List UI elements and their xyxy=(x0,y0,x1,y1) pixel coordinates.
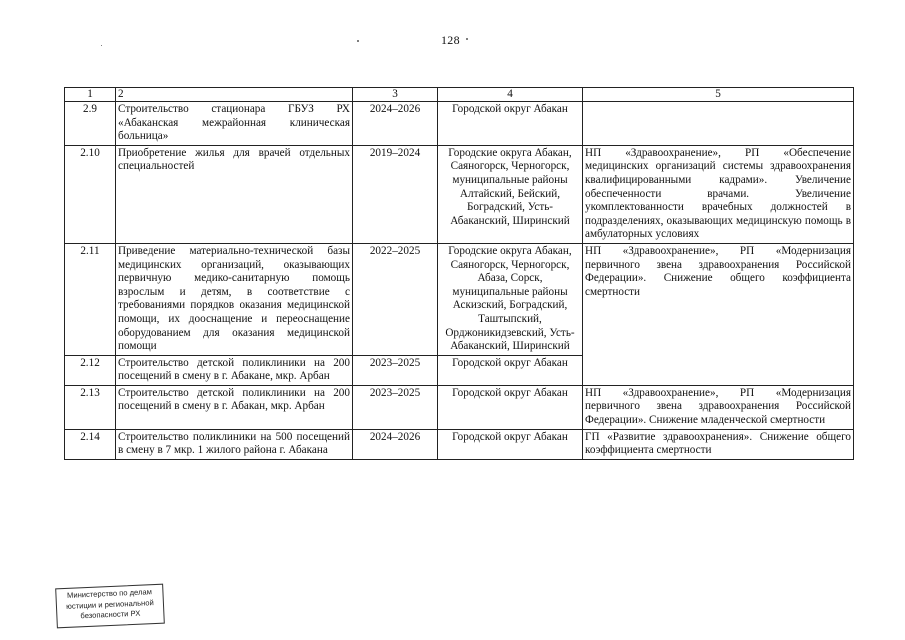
row-territory: Городские округа Абакан, Саяногорск, Черногорск, муниципальные районы Алтайский, Бейский, Боградский, Усть-Абаканский, Ширинский xyxy=(438,145,583,243)
row-territory: Городской округ Абакан xyxy=(438,355,583,385)
row-number: 2.13 xyxy=(65,385,116,429)
row-number: 2.9 xyxy=(65,102,116,146)
stamp-line: Министерство по делам xyxy=(66,587,153,600)
row-name: Строительство поликлиники на 500 посещений в смену в 7 мкр. 1 жилого района г. Абакана xyxy=(116,429,353,459)
row-notes: НП «Здравоохранение», РП «Обеспечение медицинских организаций системы здравоохранения квалифицированными кадрами». Увеличение обеспеченности врачами. Увеличение укомплектованности врачебных должностей в подразделениях, оказывающих медицинскую помощь в амбулаторных условиях xyxy=(583,145,854,243)
column-header: 5 xyxy=(583,88,854,102)
page-number: 128 xyxy=(441,33,460,47)
row-years: 2023–2025 xyxy=(353,355,438,385)
table-header-row xyxy=(65,88,854,102)
row-name: Приобретение жилья для врачей отдельных специальностей xyxy=(116,145,353,243)
program-table xyxy=(64,87,854,460)
row-name: Строительство стационара ГБУЗ РХ «Абаканская межрайонная клиническая больница» xyxy=(116,102,353,146)
row-name: Строительство детской поликлиники на 200 посещений в смену в г. Абакане, мкр. Арбан xyxy=(116,355,353,385)
row-notes: НП «Здравоохранение», РП «Модернизация первичного звена здравоохранения Российской Федерации». Снижение общего коэффициента смертности xyxy=(583,243,854,385)
row-number: 2.14 xyxy=(65,429,116,459)
table-row xyxy=(65,145,854,243)
row-territory: Городской округ Абакан xyxy=(438,385,583,429)
row-years: 2023–2025 xyxy=(353,385,438,429)
row-years: 2019–2024 xyxy=(353,145,438,243)
row-name: Приведение материально-технической базы медицинских организаций, оказывающих первичную медико-санитарную помощь взрослым и детям, в соответствие с требованиями порядков оказания медицинской помощи, их дооснащение и переоснащение оборудованием для оказания медицинской помощи xyxy=(116,243,353,355)
row-number: 2.10 xyxy=(65,145,116,243)
scan-speck xyxy=(466,38,468,40)
row-notes: ГП «Развитие здравоохранения». Снижение общего коэффициента смертности xyxy=(583,429,854,459)
table-row xyxy=(65,243,854,355)
table-row xyxy=(65,429,854,459)
column-header: 3 xyxy=(353,88,438,102)
column-header: 1 xyxy=(65,88,116,102)
scan-speck xyxy=(357,40,359,42)
row-territory: Городской округ Абакан xyxy=(438,102,583,146)
row-name: Строительство детской поликлиники на 200 посещений в смену в г. Абакан, мкр. Арбан xyxy=(116,385,353,429)
scan-speck xyxy=(101,45,102,46)
row-notes xyxy=(583,102,854,146)
row-years: 2024–2026 xyxy=(353,429,438,459)
row-territory: Городские округа Абакан, Саяногорск, Черногорск, Абаза, Сорск, муниципальные районы Аскизский, Боградский, Таштыпский, Орджоникидзевский, Усть-Абаканский, Ширинский xyxy=(438,243,583,355)
ministry-stamp xyxy=(55,584,165,629)
column-header: 2 xyxy=(116,88,353,102)
table-row xyxy=(65,102,854,146)
row-years: 2022–2025 xyxy=(353,243,438,355)
stamp-line: юстиции и региональной xyxy=(65,597,154,611)
row-number: 2.11 xyxy=(65,243,116,355)
row-territory: Городской округ Абакан xyxy=(438,429,583,459)
row-number: 2.12 xyxy=(65,355,116,385)
stamp-line: безопасности РХ xyxy=(80,608,141,621)
column-header: 4 xyxy=(438,88,583,102)
row-years: 2024–2026 xyxy=(353,102,438,146)
table-row xyxy=(65,385,854,429)
row-notes: НП «Здравоохранение», РП «Модернизация первичного звена здравоохранения Российской Федерации». Снижение младенческой смертности xyxy=(583,385,854,429)
